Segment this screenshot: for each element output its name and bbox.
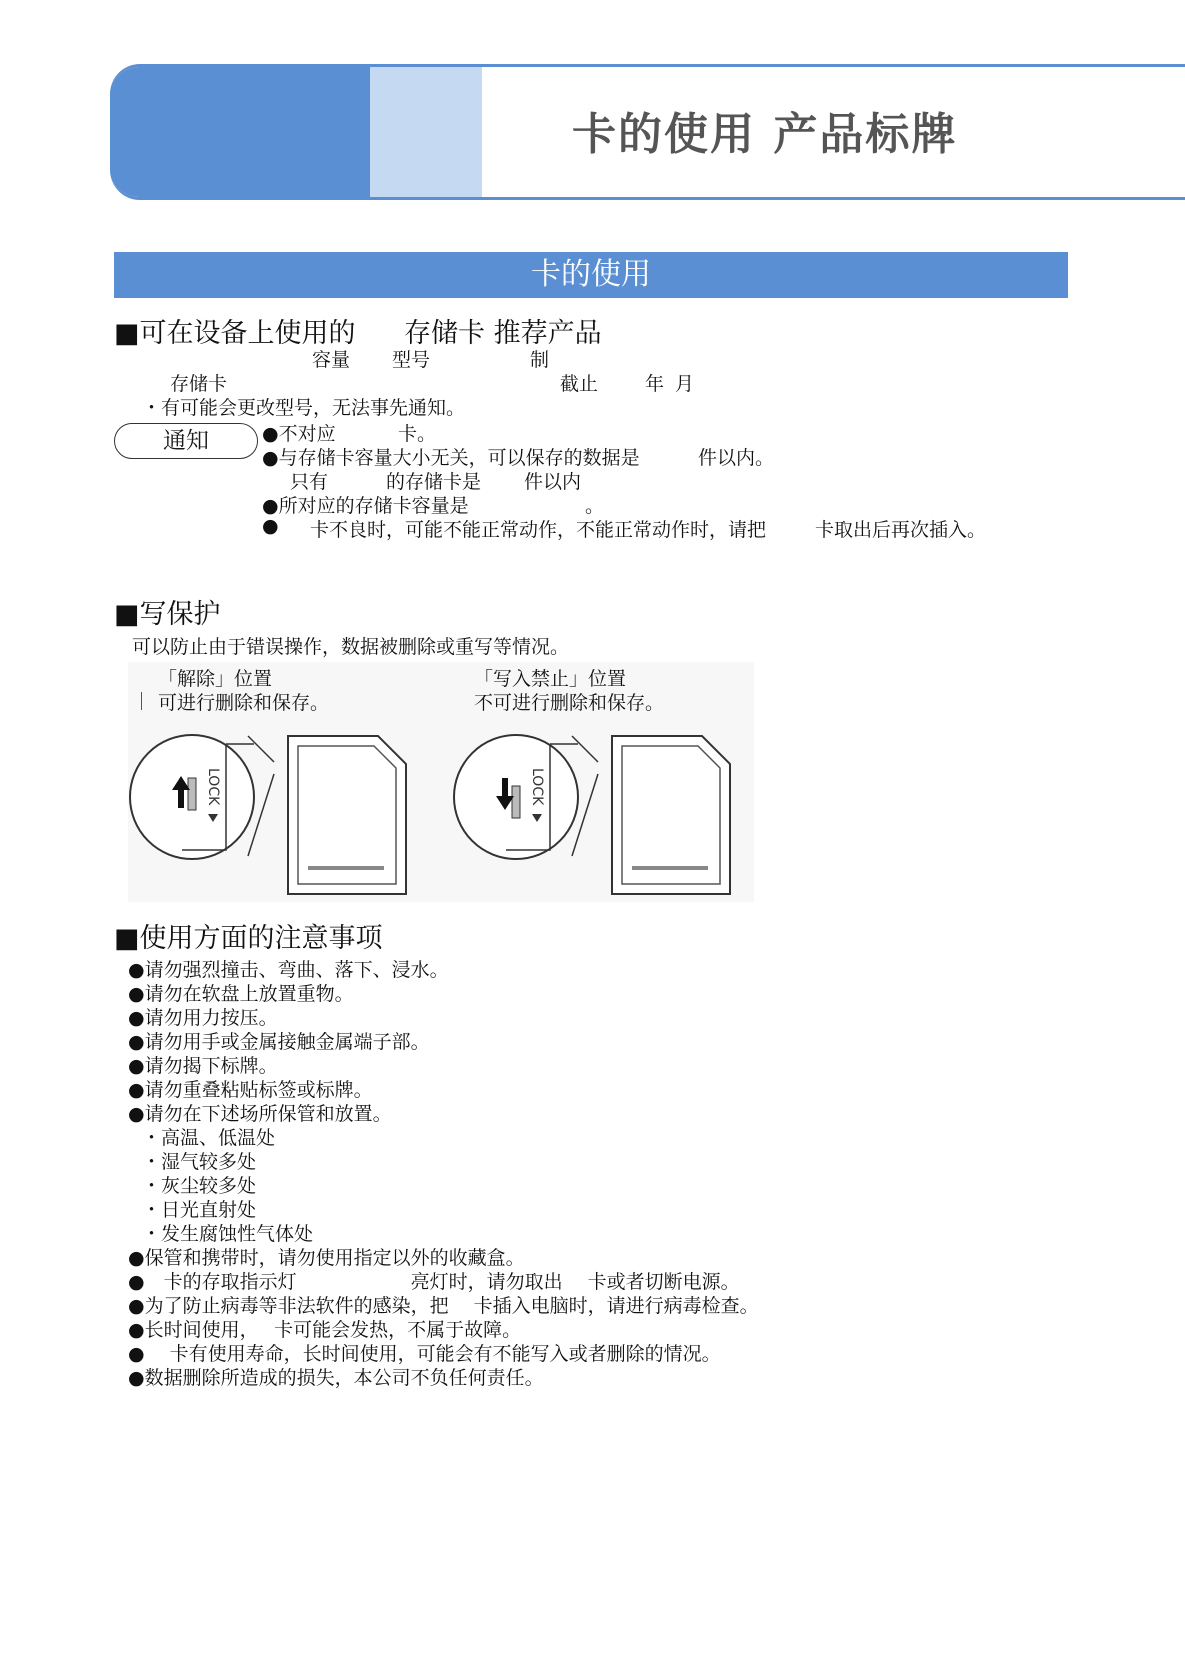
section-title-bar: 卡的使用: [114, 252, 1068, 298]
recommended-heading-b: 存储卡 推荐产品: [404, 318, 602, 349]
list-item: ● 卡的存取指示灯 亮灯时，请勿取出 卡或者切断电源。: [128, 1271, 740, 1293]
list-item: ・灰尘较多处: [142, 1175, 257, 1197]
list-item: ●请勿重叠粘贴标签或标牌。: [128, 1079, 373, 1101]
row-label: 存储卡: [170, 373, 228, 395]
list-item: ●请勿在下述场所保管和放置。: [128, 1103, 392, 1125]
list-item: ・湿气较多处: [142, 1151, 257, 1173]
list-item: ●请勿强烈撞击、弯曲、落下、浸水。: [128, 959, 449, 981]
sd-card-locked-illustration: [452, 716, 752, 902]
notice-line3-c: 件以内: [524, 471, 582, 493]
col-maker: 制: [530, 349, 550, 371]
divider: [141, 692, 142, 710]
notice-label: 通知: [114, 423, 258, 459]
date-month: 月: [675, 373, 695, 395]
lock-label: LOCK: [529, 768, 545, 806]
notice-line4-a: ●所对应的存储卡容量是: [262, 495, 469, 517]
unlock-desc: 可进行删除和保存。: [158, 692, 330, 714]
list-item: ・发生腐蚀性气体处: [142, 1223, 314, 1245]
list-item: ● 卡有使用寿命，长时间使用，可能会有不能写入或者删除的情况。: [128, 1343, 721, 1365]
list-item: ●保管和携带时，请勿使用指定以外的收藏盒。: [128, 1247, 525, 1269]
recommended-heading-a: ■可在设备上使用的: [114, 318, 356, 349]
notice-line2-b: 件以内。: [698, 447, 775, 469]
col-capacity: 容量: [312, 349, 351, 371]
recommended-note: ・有可能会更改型号，无法事先通知。: [142, 397, 466, 419]
notice-line2-a: ●与存储卡容量大小无关，可以保存的数据是: [262, 447, 640, 469]
write-protect-heading: ■写保护: [114, 599, 221, 630]
header-accent-dark: [110, 67, 370, 197]
notice-line5-c: 卡取出后再次插入。: [815, 519, 987, 541]
list-item: ・高温、低温处: [142, 1127, 276, 1149]
unlock-title: 「解除」位置: [158, 668, 273, 690]
date-year: 年: [645, 373, 665, 395]
notice-line1-b: 卡。: [398, 423, 437, 445]
locked-desc: 不可进行删除和保存。: [474, 692, 665, 714]
precautions-list: [128, 958, 759, 1390]
lock-label: LOCK: [205, 768, 221, 806]
list-item: ●请勿揭下标牌。: [128, 1055, 278, 1077]
write-protect-desc: 可以防止由于错误操作，数据被删除或重写等情况。: [132, 636, 570, 658]
header-accent-light: [370, 67, 482, 197]
notice-line5-b: 卡不良时，可能不能正常动作，不能正常动作时，请把: [310, 519, 767, 541]
locked-title: 「写入禁止」位置: [474, 668, 627, 690]
list-item: ●请勿用力按压。: [128, 1007, 278, 1029]
date-cutoff: 截止: [560, 373, 599, 395]
list-item: ●数据删除所造成的损失，本公司不负任何责任。: [128, 1367, 544, 1389]
notice-line3-a: 只有: [290, 471, 329, 493]
precautions-heading: ■使用方面的注意事项: [114, 923, 383, 954]
list-item: ●长时间使用， 卡可能会发热，不属于故障。: [128, 1319, 522, 1341]
notice-line5-a: ●: [262, 515, 279, 537]
notice-line4-b: 。: [585, 495, 605, 517]
notice-line1-a: ●不对应: [262, 423, 336, 445]
sd-card-unlocked-illustration: [128, 716, 428, 902]
notice-line3-b: 的存储卡是: [386, 471, 482, 493]
list-item: ●请勿用手或金属接触金属端子部。: [128, 1031, 430, 1053]
list-item: ・日光直射处: [142, 1199, 257, 1221]
col-model: 型号: [392, 349, 431, 371]
list-item: ●为了防止病毒等非法软件的感染，把 卡插入电脑时，请进行病毒检查。: [128, 1295, 759, 1317]
page-title: 卡的使用 产品标牌: [572, 109, 958, 160]
list-item: ●请勿在软盘上放置重物。: [128, 983, 354, 1005]
